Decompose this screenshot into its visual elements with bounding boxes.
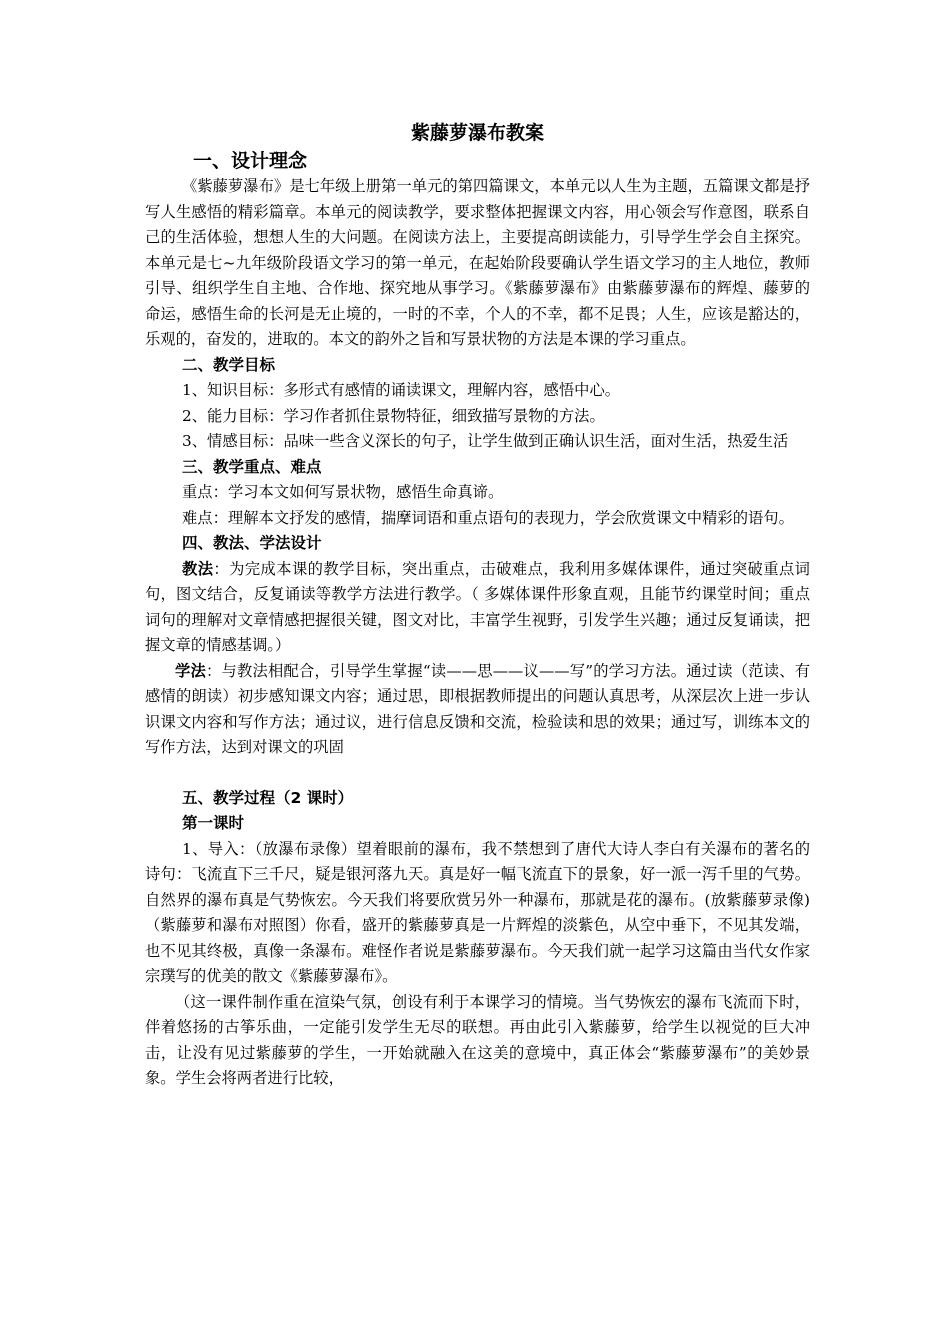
teaching-method-label: 教法 xyxy=(182,559,214,578)
section-heading-teaching-process: 五、教学过程（2 课时） xyxy=(182,788,354,807)
paragraph-design-concept: 《紫藤萝瀑布》是七年级上册第一单元的第四篇课文，本单元以人生为主题，五篇课文都是抒写人生感悟的精彩篇章。本单元的阅读教学，要求整体把握课文内容，用心领会写作意图，联系自己的生活体验，想想人生的大问题。在阅读方法上，主要提高朗读能力，引导学生学会自主探究。本单元是七~九年级阶段语文学习的第一单元，在起始阶段要确认学生语文学习的主人地位，教师引导、组织学生自主地、合作地、探究地从事学习。《紫藤萝瀑布》由紫藤萝瀑布的辉煌、藤萝的命运，感悟生命的长河是无止境的，一时的不幸，个人的不幸，都不足畏；人生，应该是豁达的，乐观的，奋发的，进取的。本文的韵外之旨和写景状物的方法是本课的学习重点。 xyxy=(145,177,810,348)
section-heading-key-points: 三、教学重点、难点 xyxy=(182,457,322,476)
section-heading-design-concept: 一、设计理念 xyxy=(193,150,308,172)
teaching-method-text: ：为完成本课的教学目标，突出重点，击破难点，我利用多媒体课件，通过突破重点词句，图文结合，反复诵读等教学方法进行教学。（ 多媒体课件形象直观，且能节约课堂时间；重点词句的理解对文章情感把握很关键，图文对比，丰富学生视野，引发学生兴趣；通过反复诵读，把握文章的情感基调。） xyxy=(145,559,810,654)
section-heading-methods: 四、教法、学法设计 xyxy=(182,534,322,552)
learning-method-text: ：与教法相配合，引导学生掌握“读——思——议——写”的学习方法。通过读（范读、有感情的朗读）初步感知课文内容；通过思，即根据教师提出的问题认真思考，从深层次上进一步认识课文内容和写作方法；通过议，进行信息反馈和交流，检验读和思的效果；通过写，训练本文的写作方法，达到对课文的巩固 xyxy=(145,661,810,756)
section-heading-teaching-goals: 二、教学目标 xyxy=(182,355,276,374)
blank-line xyxy=(145,761,810,786)
difficult-point: 难点：理解本文抒发的感情，揣摩词语和重点语句的表现力，学会欣赏课文中精彩的语句。 xyxy=(182,508,794,527)
paragraph-introduction: 1、导入：（放瀑布录像）望着眼前的瀑布，我不禁想到了唐代大诗人李白有关瀑布的著名的诗句：飞流直下三千尺，疑是银河落九天。真是好一幅飞流直下的景象，好一派一泻千里的气势。自然界的瀑布真是气势恢宏。今天我们将要欣赏另外一种瀑布，那就是花的瀑布。(放紫藤萝录像)（紫藤萝和瀑布对照图）你看，盛开的紫藤萝真是一片辉煌的淡紫色，从空中垂下，不见其发端，也不见其终极，真像一条瀑布。难怪作者说是紫藤萝瀑布。今天我们就一起学习这篇由当代女作家宗璞写的优美的散文《紫藤萝瀑布》。 xyxy=(145,839,810,985)
document-title: 紫藤萝瀑布教案 xyxy=(410,122,544,144)
subheading-first-lesson: 第一课时 xyxy=(182,814,245,832)
paragraph-courseware-note: （这一课件制作重在渲染气氛，创设有利于本课学习的情境。当气势恢宏的瀑布飞流而下时，伴着悠扬的古筝乐曲，一定能引发学生无尽的联想。再由此引入紫藤萝，给学生以视觉的巨大冲击，让没有见过紫藤萝的学生，一开始就融入在这美的意境中，真正体会“紫藤萝瀑布”的美妙景象。学生会将两者进行比较， xyxy=(145,992,810,1087)
key-point: 重点：学习本文如何写景状物，感悟生命真谛。 xyxy=(182,483,504,501)
document-body xyxy=(145,118,810,1092)
goal-emotion: 3、情感目标：品味一些含义深长的句子，让学生做到正确认识生活，面对生活，热爱生活 xyxy=(182,432,789,450)
goal-ability: 2、能力目标：学习作者抓住景物特征，细致描写景物的方法。 xyxy=(182,406,605,425)
goal-knowledge: 1、知识目标：多形式有感情的诵读课文，理解内容，感悟中心。 xyxy=(182,381,621,399)
paragraph-learning-method xyxy=(145,659,810,761)
learning-method-label: 学法 xyxy=(175,661,206,680)
paragraph-teaching-method xyxy=(145,557,810,659)
